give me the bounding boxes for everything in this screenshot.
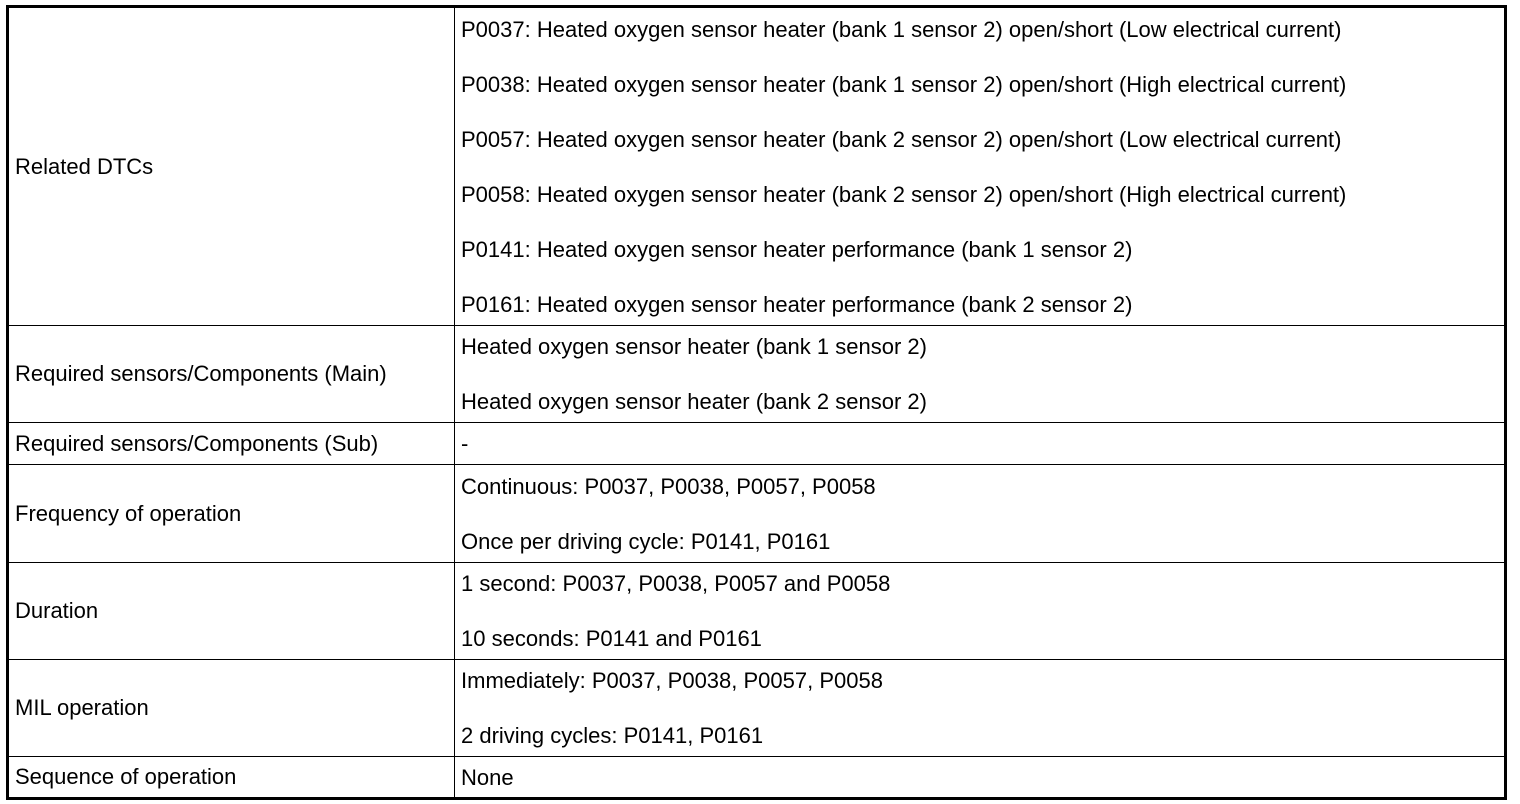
row-label: Frequency of operation bbox=[8, 465, 455, 563]
dtc-line: P0037: Heated oxygen sensor heater (bank 1 sensor 2) open/short (Low electrical current) bbox=[461, 17, 1342, 42]
row-label: Sequence of operation bbox=[8, 757, 455, 799]
table-row-duration bbox=[8, 563, 1506, 660]
row-value bbox=[455, 563, 1506, 660]
dtc-line: P0141: Heated oxygen sensor heater performance (bank 1 sensor 2) bbox=[461, 237, 1133, 262]
table-row-sequence bbox=[8, 757, 1506, 799]
table-row-required-main bbox=[8, 326, 1506, 423]
row-label: Duration bbox=[8, 563, 455, 660]
table-row-frequency bbox=[8, 465, 1506, 563]
monitor-spec-table bbox=[6, 5, 1507, 800]
row-value bbox=[455, 757, 1506, 799]
sequence-line: None bbox=[461, 765, 514, 790]
row-value bbox=[455, 7, 1506, 326]
row-label: Related DTCs bbox=[8, 7, 455, 326]
row-value bbox=[455, 326, 1506, 423]
frequency-line: Once per driving cycle: P0141, P0161 bbox=[461, 529, 831, 554]
dtc-line: P0038: Heated oxygen sensor heater (bank 1 sensor 2) open/short (High electrical current) bbox=[461, 72, 1347, 97]
row-label: MIL operation bbox=[8, 660, 455, 757]
duration-line: 10 seconds: P0141 and P0161 bbox=[461, 626, 762, 651]
table-row-required-sub bbox=[8, 423, 1506, 465]
row-value bbox=[455, 423, 1506, 465]
row-label: Required sensors/Components (Main) bbox=[8, 326, 455, 423]
component-line: Heated oxygen sensor heater (bank 1 sensor 2) bbox=[461, 334, 927, 359]
duration-line: 1 second: P0037, P0038, P0057 and P0058 bbox=[461, 571, 891, 596]
row-label: Required sensors/Components (Sub) bbox=[8, 423, 455, 465]
component-line: - bbox=[461, 431, 469, 456]
dtc-line: P0058: Heated oxygen sensor heater (bank 2 sensor 2) open/short (High electrical current) bbox=[461, 182, 1347, 207]
frequency-line: Continuous: P0037, P0038, P0057, P0058 bbox=[461, 474, 876, 499]
row-value bbox=[455, 660, 1506, 757]
component-line: Heated oxygen sensor heater (bank 2 sensor 2) bbox=[461, 389, 927, 414]
dtc-line: P0161: Heated oxygen sensor heater performance (bank 2 sensor 2) bbox=[461, 292, 1133, 317]
dtc-line: P0057: Heated oxygen sensor heater (bank 2 sensor 2) open/short (Low electrical current) bbox=[461, 127, 1342, 152]
row-value bbox=[455, 465, 1506, 563]
table-row-mil-operation bbox=[8, 660, 1506, 757]
mil-line: 2 driving cycles: P0141, P0161 bbox=[461, 723, 764, 748]
table-row-related-dtcs bbox=[8, 7, 1506, 326]
mil-line: Immediately: P0037, P0038, P0057, P0058 bbox=[461, 668, 883, 693]
